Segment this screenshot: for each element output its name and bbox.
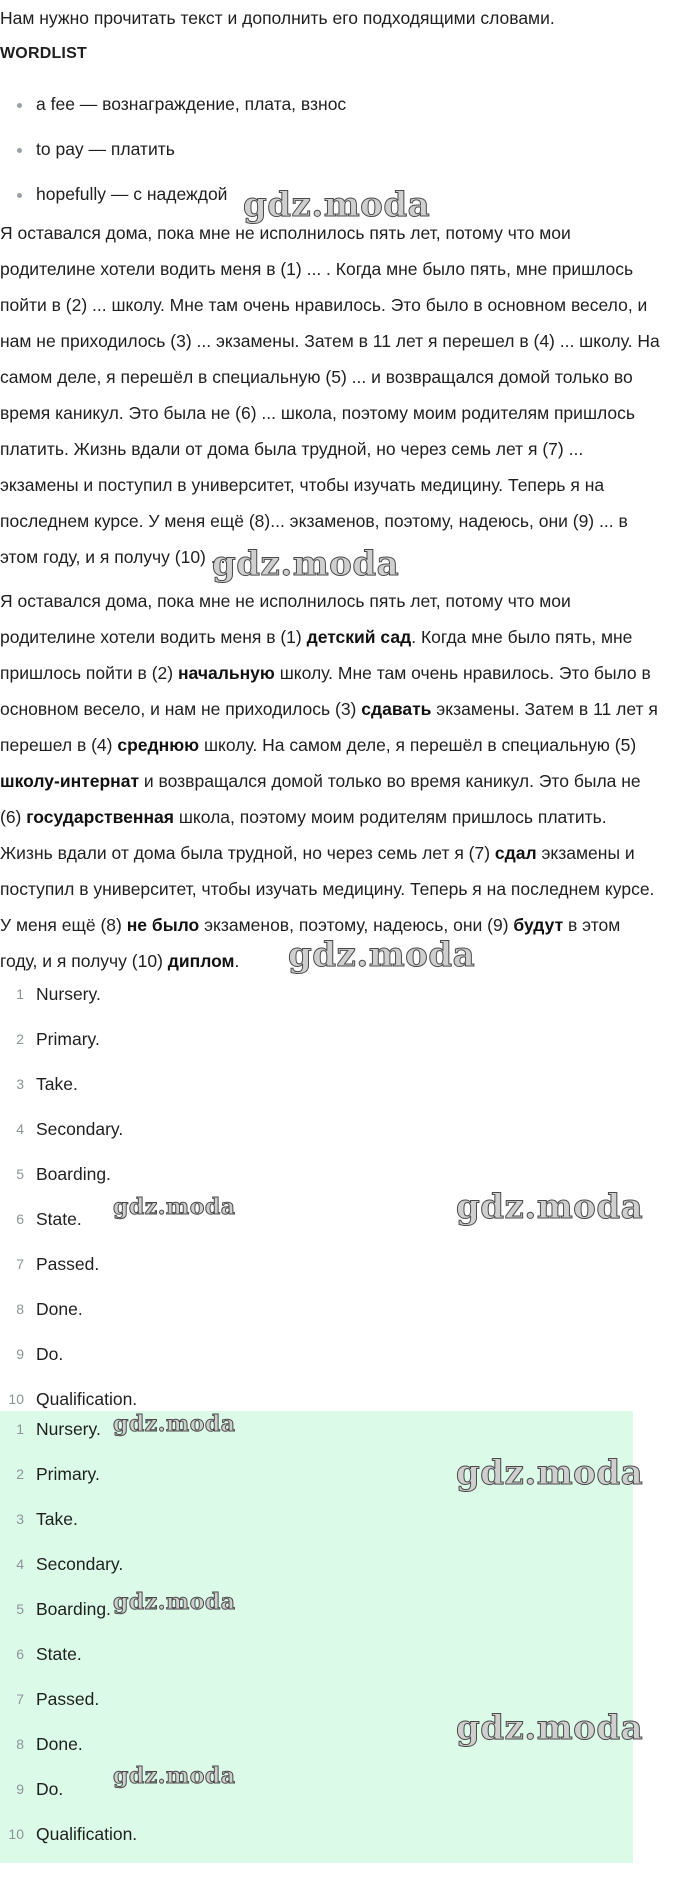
- filled-answer: сдал: [494, 843, 537, 863]
- answer-text-part: экзамены и поступил в университет, чтобы изучать медицину. Теперь я на последнем курсе. У меня ещё (8): [0, 843, 655, 935]
- list-item: [0, 1505, 640, 1550]
- answer-text-part: .: [234, 951, 240, 971]
- list-item-text: State.: [36, 1209, 82, 1229]
- answer-text-part: школу. Мне там очень нравилось. Это было в основном весело, и нам не приходилось (3): [0, 663, 651, 719]
- watermark: gdz.moda: [212, 544, 400, 584]
- list-number: 8: [16, 1301, 24, 1317]
- wordlist-item: [0, 135, 346, 180]
- answer-text-part: . Когда мне было пять, мне пришлось пойти в (2): [0, 627, 633, 683]
- list-item-text: Take.: [36, 1509, 78, 1529]
- list-item: [0, 1295, 640, 1340]
- list-number: 9: [16, 1346, 24, 1362]
- answer-text-part: школа, поэтому моим родителям пришлось платить. Жизнь вдали от дома была трудной, но через семь лет я (7): [0, 807, 607, 863]
- list-item-text: Qualification.: [36, 1389, 138, 1409]
- list-item-text: Passed.: [36, 1689, 100, 1709]
- answer-text: [0, 583, 660, 979]
- bullet-dot-icon: [17, 148, 22, 153]
- list-number: 6: [16, 1211, 24, 1227]
- list-number: 1: [16, 986, 24, 1002]
- answer-text-part: Я оставался дома, пока мне не исполнилось пять лет, потому что мои родителине хотели водить меня в (1): [0, 591, 571, 647]
- wordlist: [0, 90, 346, 225]
- list-item: [0, 1775, 640, 1820]
- list-item-text: State.: [36, 1644, 82, 1664]
- list-item: [0, 1460, 640, 1505]
- answer-text-part: экзамены. Затем в 11 лет я перешел в (4): [0, 699, 658, 755]
- list-number: 7: [16, 1256, 24, 1272]
- list-number: 3: [16, 1511, 24, 1527]
- list-number: 10: [8, 1391, 24, 1407]
- list-item-text: Do.: [36, 1344, 64, 1364]
- list-item-text: Boarding.: [36, 1599, 111, 1619]
- list-item-text: Primary.: [36, 1029, 100, 1049]
- list-number: 5: [16, 1601, 24, 1617]
- list-item-text: Passed.: [36, 1254, 100, 1274]
- watermark: gdz.moda: [456, 1187, 644, 1227]
- list-item-text: Boarding.: [36, 1164, 111, 1184]
- watermark: gdz.moda: [113, 1194, 236, 1220]
- filled-answer: начальную: [177, 663, 275, 683]
- task-intro: Нам нужно прочитать текст и дополнить его подходящими словами.: [0, 8, 555, 28]
- filled-answer: среднюю: [117, 735, 200, 755]
- task-text: [0, 215, 660, 575]
- highlighted-answers-list: [0, 1415, 640, 1865]
- wordlist-item: [0, 90, 346, 135]
- list-item: [0, 1730, 640, 1775]
- list-item: [0, 1025, 640, 1070]
- list-item-text: Nursery.: [36, 984, 101, 1004]
- list-item: [0, 1595, 640, 1640]
- watermark: gdz.moda: [243, 185, 431, 225]
- answers-list: [0, 980, 640, 1430]
- filled-answer: детский сад: [306, 627, 412, 647]
- list-item-text: Take.: [36, 1074, 78, 1094]
- answer-text-part: школу. На самом деле, я перешёл в специальную (5): [199, 735, 637, 755]
- list-number: 2: [16, 1031, 24, 1047]
- list-item: [0, 1160, 640, 1205]
- list-number: 5: [16, 1166, 24, 1182]
- list-item: [0, 980, 640, 1025]
- list-item: [0, 1640, 640, 1685]
- list-item: [0, 1070, 640, 1115]
- wordlist-item-text: a fee — вознаграждение, плата, взнос: [36, 94, 347, 114]
- list-number: 3: [16, 1076, 24, 1092]
- list-number: 4: [16, 1121, 24, 1137]
- list-number: 4: [16, 1556, 24, 1572]
- filled-answer: государственная: [26, 807, 174, 827]
- list-item-text: Done.: [36, 1734, 83, 1754]
- list-item: [0, 1340, 640, 1385]
- wordlist-title: WORDLIST: [0, 45, 87, 62]
- list-item: [0, 1205, 640, 1250]
- filled-answer: не было: [126, 915, 200, 935]
- watermark: gdz.moda: [113, 1411, 236, 1437]
- list-item-text: Secondary.: [36, 1554, 124, 1574]
- watermark: gdz.moda: [113, 1589, 236, 1615]
- list-number: 6: [16, 1646, 24, 1662]
- wordlist-item-text: to pay — платить: [36, 139, 175, 159]
- filled-answer: будут: [513, 915, 564, 935]
- answer-text-part: в этом году, и я получу (10): [0, 915, 621, 971]
- list-number: 1: [16, 1421, 24, 1437]
- list-item: [0, 1115, 640, 1160]
- list-number: 8: [16, 1736, 24, 1752]
- list-item: [0, 1685, 640, 1730]
- answer-text-part: экзаменов, поэтому, надеюсь, они (9): [199, 915, 514, 935]
- watermark: gdz.moda: [456, 1453, 644, 1493]
- list-number: 9: [16, 1781, 24, 1797]
- filled-answer: сдавать: [361, 699, 432, 719]
- filled-answer: школу-интернат: [0, 771, 140, 791]
- watermark: gdz.moda: [288, 935, 476, 975]
- list-number: 2: [16, 1466, 24, 1482]
- list-item-text: Do.: [36, 1779, 64, 1799]
- list-item: [0, 1250, 640, 1295]
- answer-text-part: и возвращался домой только во время каникул. Это была не (6): [0, 771, 641, 827]
- list-item: [0, 1550, 640, 1595]
- list-item: [0, 1415, 640, 1460]
- list-item-text: Done.: [36, 1299, 83, 1319]
- task-text-body: Я оставался дома, пока мне не исполнилось пять лет, потому что мои родителине хотели водить меня в (1) ... . Когда мне было пять, мне пришлось пойти в (2) ... школу. Мне там очень нравилось. Это было в основном весело, и нам не приходилось (3) ... экзамены. Затем в 11 лет я перешел в (4) ... школу. На самом деле, я перешёл в специальную (5) ... и возвращался домой только во время каникул. Это была не (6) ... школа, поэтому моим родителям пришлось платить. Жизнь вдали от дома была трудной, но через семь лет я (7) ... экзамены и поступил в университет, чтобы изучать медицину. Теперь я на последнем курсе. У меня ещё (8)... экзаменов, поэтому, надеюсь, они (9) ... в этом году, и я получу (10) ...: [0, 223, 660, 567]
- bullet-dot-icon: [17, 193, 22, 198]
- list-item-text: Nursery.: [36, 1419, 101, 1439]
- list-item: [0, 1820, 640, 1865]
- watermark: gdz.moda: [113, 1763, 236, 1789]
- list-number: 10: [8, 1826, 24, 1842]
- filled-answer: диплом: [167, 951, 235, 971]
- list-item-text: Qualification.: [36, 1824, 138, 1844]
- bullet-dot-icon: [17, 103, 22, 108]
- wordlist-item-text: hopefully — с надеждой: [36, 184, 228, 204]
- watermark: gdz.moda: [456, 1708, 644, 1748]
- list-item-text: Secondary.: [36, 1119, 124, 1139]
- list-number: 7: [16, 1691, 24, 1707]
- list-item-text: Primary.: [36, 1464, 100, 1484]
